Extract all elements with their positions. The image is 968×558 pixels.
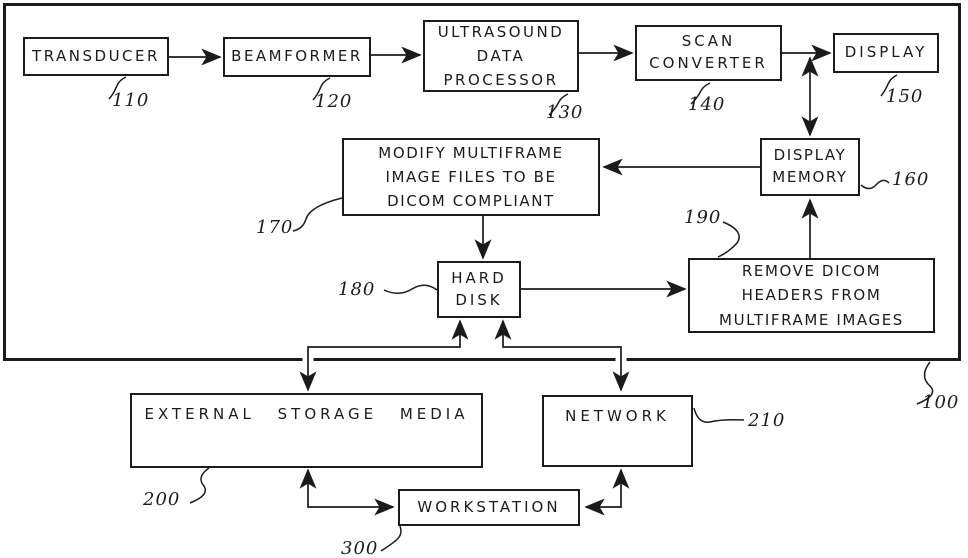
leader-210	[694, 408, 744, 422]
block-display-memory	[760, 138, 860, 196]
block-beamformer-label: BEAMFORMER	[231, 47, 363, 66]
arrow-externalstorage-workstation	[308, 470, 393, 507]
block-workstation	[398, 489, 580, 526]
block-display-memory-label: DISPLAY MEMORY	[772, 146, 848, 186]
block-network	[542, 395, 693, 467]
ref-scan-converter: 140	[688, 94, 726, 115]
block-scan-converter-label: SCAN CONVERTER	[649, 32, 768, 72]
block-ultrasound-data-processor-label: ULTRASOUND DATA PROCESSOR	[437, 22, 565, 90]
ref-external-storage: 200	[143, 489, 181, 510]
block-modify-multiframe-label: MODIFY MULTIFRAME IMAGE FILES TO BE DICOM COMPLIANT	[378, 143, 564, 211]
block-workstation-label: WORKSTATION	[417, 497, 561, 516]
ref-hard-disk: 180	[338, 279, 376, 300]
block-modify-multiframe	[342, 138, 600, 216]
ref-beamformer: 120	[315, 91, 353, 112]
leader-180	[384, 285, 437, 293]
block-hard-disk-label: HARD DISK	[451, 268, 507, 309]
block-external-storage-media	[130, 393, 483, 468]
leader-160	[861, 180, 889, 188]
ref-remove-headers: 190	[684, 207, 722, 228]
block-display-label: DISPLAY	[844, 43, 928, 62]
leader-170	[293, 198, 342, 231]
block-scan-converter	[635, 25, 782, 81]
arrow-harddisk-network	[503, 321, 621, 390]
block-external-storage-media-label: EXTERNAL STORAGE MEDIA	[144, 405, 469, 423]
block-display	[833, 33, 939, 73]
block-ultrasound-data-processor	[423, 20, 579, 92]
ref-processor: 130	[546, 102, 584, 123]
leader-200	[190, 468, 209, 503]
block-transducer	[23, 37, 169, 76]
leader-300	[381, 526, 401, 551]
block-beamformer	[223, 37, 371, 77]
block-hard-disk	[437, 261, 521, 318]
ref-modify: 170	[256, 217, 294, 238]
ref-transducer: 110	[112, 90, 150, 111]
block-remove-dicom-headers-label: REMOVE DICOM HEADERS FROM MULTIFRAME IMAGES	[719, 262, 904, 329]
arrow-network-workstation	[586, 470, 621, 507]
ref-display-memory: 160	[892, 169, 930, 190]
ref-network: 210	[748, 410, 786, 431]
ref-workstation: 300	[341, 538, 379, 558]
ref-system: 100	[922, 392, 960, 413]
block-transducer-label: TRANSDUCER	[32, 46, 160, 65]
arrow-harddisk-externalstorage	[308, 321, 460, 390]
ref-display: 150	[886, 86, 924, 107]
block-remove-dicom-headers	[688, 258, 935, 333]
block-network-label: NETWORK	[565, 407, 670, 425]
